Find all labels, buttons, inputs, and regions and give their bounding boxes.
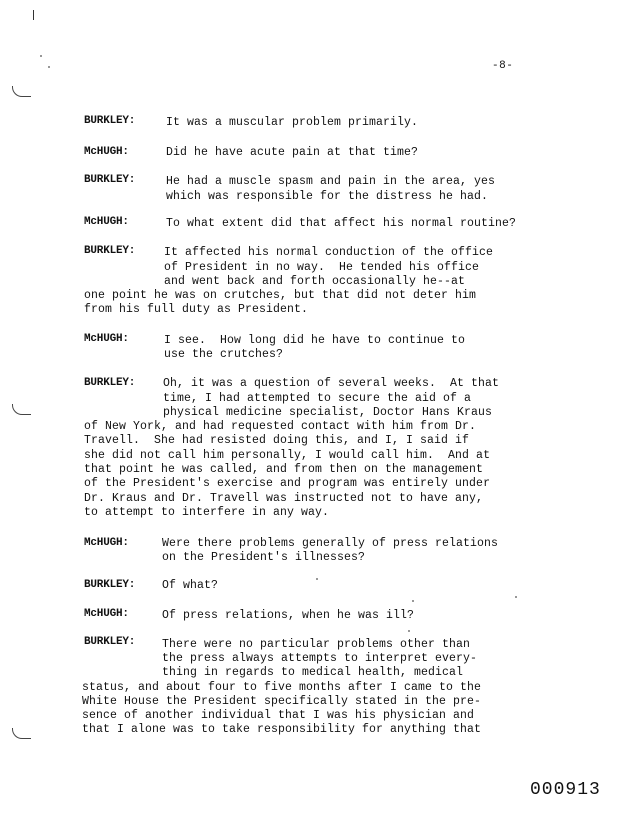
binder-hole-mark xyxy=(12,404,31,415)
dialogue-line: Travell. She had resisted doing this, and I, I said if xyxy=(84,434,470,447)
dialogue-line: Of what? xyxy=(162,579,219,592)
dialogue-line: Of press relations, when he was ill? xyxy=(162,609,415,622)
speaker-label: McHUGH: xyxy=(84,608,129,620)
speaker-label: BURKLEY: xyxy=(84,636,136,648)
speaker-label: BURKLEY: xyxy=(84,245,136,257)
speaker-label: McHUGH: xyxy=(84,146,129,158)
dialogue-line: thing in regards to medical health, medical xyxy=(162,666,464,679)
dialogue-line: of the President's exercise and program was entirely under xyxy=(84,477,491,490)
dialogue-line: the press always attempts to interpret every- xyxy=(162,652,478,665)
dialogue-line: on the President's illnesses? xyxy=(162,551,366,564)
dialogue-line: sence of another individual that I was his physician and xyxy=(82,709,475,722)
dialogue-line: Were there problems generally of press relations xyxy=(162,537,499,550)
speaker-label: McHUGH: xyxy=(84,333,129,345)
dialogue-line: and went back and forth occasionally he--at xyxy=(164,275,466,288)
dialogue-line: physical medicine specialist, Doctor Hans Kraus xyxy=(163,406,493,419)
dialogue-line: status, and about four to five months after I came to the xyxy=(82,681,482,694)
dialogue-line: Oh, it was a question of several weeks. At that xyxy=(163,377,500,390)
dialogue-line: There were no particular problems other than xyxy=(162,638,471,651)
speaker-label: BURKLEY: xyxy=(84,174,136,186)
scan-speck xyxy=(412,600,414,602)
scan-speck xyxy=(40,55,42,57)
dialogue-line: I see. How long did he have to continue to xyxy=(164,334,466,347)
speaker-label: BURKLEY: xyxy=(84,579,136,591)
dialogue-line: It was a muscular problem primarily. xyxy=(166,116,419,129)
dialogue-line: one point he was on crutches, but that did not deter him xyxy=(84,289,477,302)
dialogue-line: time, I had attempted to secure the aid of a xyxy=(163,392,472,405)
binder-hole-mark xyxy=(12,728,31,739)
speaker-label: BURKLEY: xyxy=(84,115,136,127)
dialogue-line: that I alone was to take responsibility for anything that xyxy=(82,723,482,736)
speaker-label: McHUGH: xyxy=(84,216,129,228)
scan-speck xyxy=(515,596,517,598)
dialogue-line: to attempt to interfere in any way. xyxy=(84,506,330,519)
margin-tick xyxy=(33,10,34,20)
dialogue-line: from his full duty as President. xyxy=(84,303,309,316)
speaker-label: McHUGH: xyxy=(84,537,129,549)
scan-speck xyxy=(316,578,318,580)
dialogue-line: use the crutches? xyxy=(164,348,284,361)
binder-hole-mark xyxy=(12,86,31,97)
scan-speck xyxy=(48,66,50,68)
dialogue-line: He had a muscle spasm and pain in the area, yes xyxy=(166,175,496,188)
dialogue-line: she did not call him personally, I would call him. And at xyxy=(84,449,491,462)
scan-speck xyxy=(408,630,410,632)
dialogue-line: of New York, and had requested contact with him from Dr. xyxy=(84,420,477,433)
page-number: -8- xyxy=(492,60,514,72)
dialogue-line: It affected his normal conduction of the office xyxy=(164,246,494,259)
dialogue-line: Dr. Kraus and Dr. Travell was instructed not to have any, xyxy=(84,492,484,505)
dialogue-line: Did he have acute pain at that time? xyxy=(166,146,419,159)
dialogue-line: To what extent did that affect his normal routine? xyxy=(166,217,517,230)
document-id-stamp: 000913 xyxy=(530,780,601,800)
dialogue-line: that point he was called, and from then on the management xyxy=(84,463,484,476)
dialogue-line: of President in no way. He tended his office xyxy=(164,261,480,274)
dialogue-line: which was responsible for the distress he had. xyxy=(166,190,489,203)
speaker-label: BURKLEY: xyxy=(84,377,136,389)
dialogue-line: White House the President specifically stated in the pre- xyxy=(82,695,482,708)
